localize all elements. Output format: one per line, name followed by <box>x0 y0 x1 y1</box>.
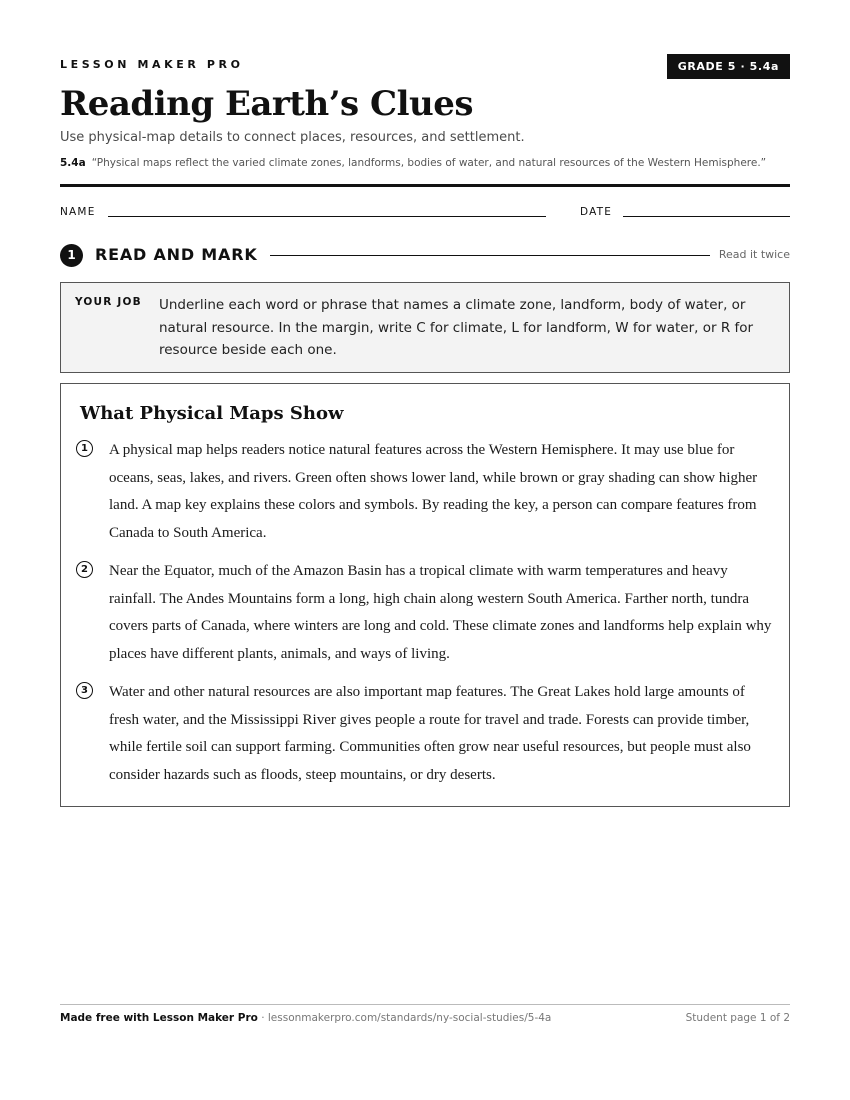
paragraph-text: Near the Equator, much of the Amazon Basin has a tropical climate with warm temperatures and heavy rainfall. The Andes Mountains form a long, high chain along western South America. Farther north, tundra covers parts of Canada, where winters are long and cold. These climate zones and landforms help explain why places have different plants, animals, and ways of living. <box>109 563 772 662</box>
footer-made-with: Made free with Lesson Maker Pro <box>60 1012 258 1024</box>
date-field-line[interactable] <box>623 216 790 217</box>
footer-divider <box>60 1004 790 1005</box>
brand-name: LESSON MAKER PRO <box>60 58 244 71</box>
section-title: READ AND MARK <box>95 245 258 264</box>
paragraph-text: Water and other natural resources are also important map features. The Great Lakes hold large amounts of fresh water, and the Mississippi River gives people a route for travel and trade. Forests can provide timber, while fertile soil can support farming. Communities often grow near useful resources, but people must also consider hazards such as floods, steep mountains, or dry deserts. <box>109 684 751 783</box>
page-title: Reading Earth’s Clues <box>60 84 474 124</box>
standard-line <box>60 157 766 169</box>
standard-code: 5.4a <box>60 157 86 169</box>
header-divider <box>60 184 790 187</box>
grade-badge: GRADE 5 · 5.4a <box>667 54 790 79</box>
paragraph-text: A physical map helps readers notice natural features across the Western Hemisphere. It may use blue for oceans, seas, lakes, and rivers. Green often shows lower land, while brown or gray shading can show higher land. A map key explains these colors and symbols. By reading the key, a person can compare features from Canada to South America. <box>109 442 758 541</box>
footer-page-number: Student page 1 of 2 <box>685 1012 790 1024</box>
section-number-badge: 1 <box>60 244 83 267</box>
date-label: DATE <box>580 206 613 218</box>
section-rule <box>270 255 710 256</box>
section-note: Read it twice <box>718 248 790 261</box>
worksheet-page <box>60 0 790 1100</box>
reading-title: What Physical Maps Show <box>80 403 344 424</box>
reading-passage-box <box>60 383 790 807</box>
footer-credit <box>60 1012 551 1024</box>
name-field-line[interactable] <box>108 216 546 217</box>
name-label: NAME <box>60 206 96 218</box>
page-subtitle: Use physical-map details to connect places, resources, and settlement. <box>60 130 525 145</box>
job-text: Underline each word or phrase that names a climate zone, landform, body of water, or natural resource. In the margin, write C for climate, L for landform, W for water, or R for resource beside each one. <box>159 297 754 358</box>
paragraph-number: 3 <box>76 682 93 699</box>
job-label: YOUR JOB <box>75 296 142 308</box>
footer-url: · lessonmakerpro.com/standards/ny-social-studies/5-4a <box>257 1012 552 1024</box>
standard-text: “Physical maps reflect the varied climate zones, landforms, bodies of water, and natural resources of the Western Hemisphere.” <box>91 157 767 169</box>
job-instructions-box <box>60 282 790 373</box>
paragraph-number: 1 <box>76 440 93 457</box>
paragraph-number: 2 <box>76 561 93 578</box>
